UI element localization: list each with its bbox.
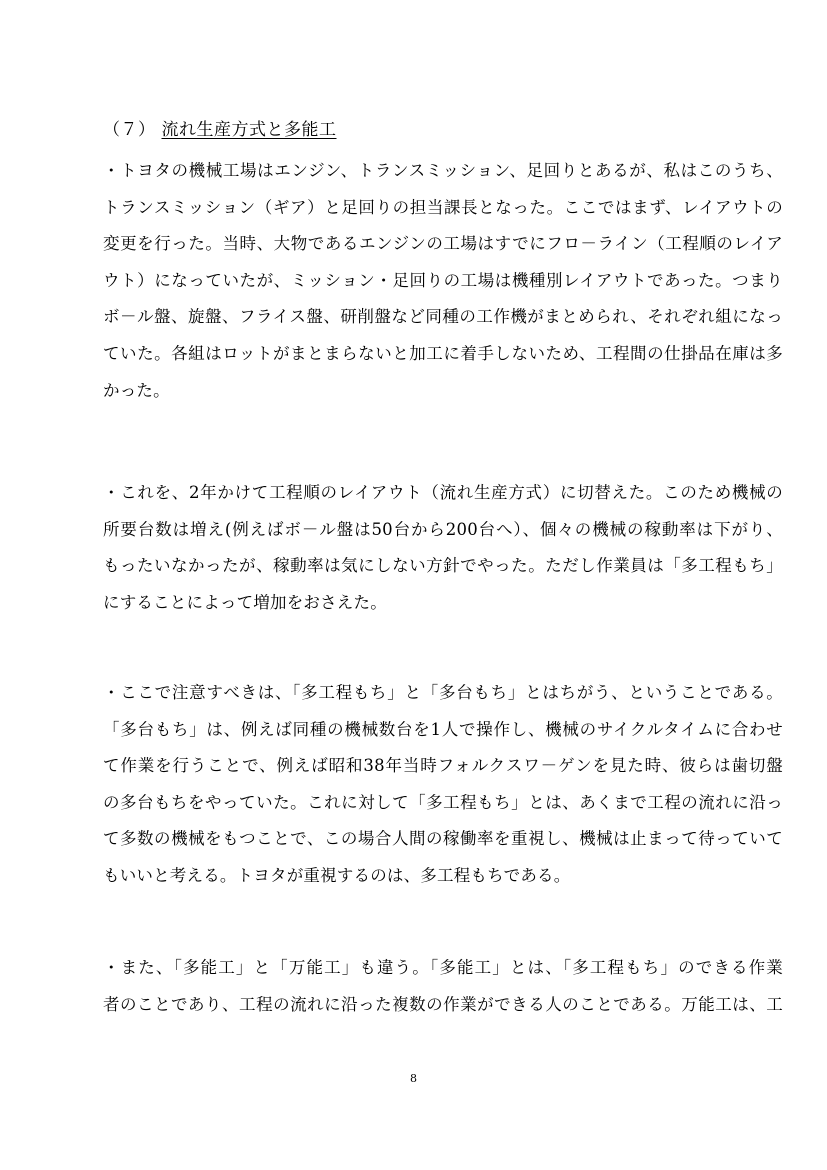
section-title: 流れ生産方式と多能工: [161, 120, 337, 140]
page-number: 8: [410, 1072, 417, 1085]
paragraph-line: もったいなかったが、稼動率は気にしない方針でやった。ただし作業員は「多工程もち」: [103, 556, 783, 576]
paragraph-line: ボ－ル盤、旋盤、フライス盤、研削盤など同種の工作機がまとめられ、それぞれ組になっ: [103, 307, 783, 327]
paragraph-line: トランスミッション（ギア）と足回りの担当課長となった。ここではまず、レイアウトの: [103, 197, 783, 217]
paragraph-line: 所要台数は増え(例えばボ－ル盤は50台から200台へ）、個々の機械の稼動率は下がり、: [103, 519, 783, 539]
paragraph-line: ウト）になっていたが、ミッション・足回りの工場は機種別レイアウトであった。つまり: [103, 270, 783, 290]
paragraph-line: かった。: [103, 380, 170, 400]
paragraph-line: ・ここで注意すべきは、「多工程もち」と「多台もち」とはちがう、ということである。: [103, 683, 783, 702]
paragraph-line: 変更を行った。当時、大物であるエンジンの工場はすでにフロ－ライン（工程順のレイア: [103, 234, 783, 254]
paragraph-line: ていた。各組はロットがまとまらないと加工に着手しないため、工程間の仕掛品在庫は多: [103, 343, 783, 363]
paragraph-line: もいいと考える。トヨタが重視するのは、多工程もちである。: [103, 865, 571, 885]
paragraph-flow-production: [103, 475, 783, 621]
paragraph-line: ・トヨタの機械工場はエンジン、トランスミッション、足回りとあるが、私はこのうち、: [103, 161, 783, 180]
paragraph-line: にすることによって増加をおさえた。: [103, 592, 387, 612]
paragraph-multi-skilled-worker: [103, 950, 783, 1023]
section-heading: [103, 118, 337, 142]
paragraph-line: 「多台もち」は、例えば同種の機械数台を1人で操作し、機械のサイクルタイムに合わせ: [103, 719, 783, 739]
paragraph-line: て多数の機械をもつことで、この場合人間の稼働率を重視し、機械は止まって待っていて: [103, 829, 783, 849]
paragraph-line: ・また、「多能工」と「万能工」も違う。「多能工」とは、「多工程もち」のできる作業: [103, 958, 783, 977]
paragraph-line: ・これを、2年かけて工程順のレイアウト（流れ生産方式）に切替えた。このため機械の: [103, 483, 783, 502]
section-number: （７）: [103, 120, 156, 140]
paragraph-multi-process-vs-multi-machine: [103, 675, 783, 895]
paragraph-line: て作業を行うことで、例えば昭和38年当時フォルクスワ－ゲンを見た時、彼らは歯切盤: [103, 756, 783, 776]
paragraph-line: 者のことであり、工程の流れに沿った複数の作業ができる人のことである。万能工は、工: [103, 994, 783, 1014]
paragraph-machine-shop-layout: [103, 153, 783, 409]
paragraph-line: の多台もちをやっていた。これに対して「多工程もち」とは、あくまで工程の流れに沿っ: [103, 792, 783, 812]
